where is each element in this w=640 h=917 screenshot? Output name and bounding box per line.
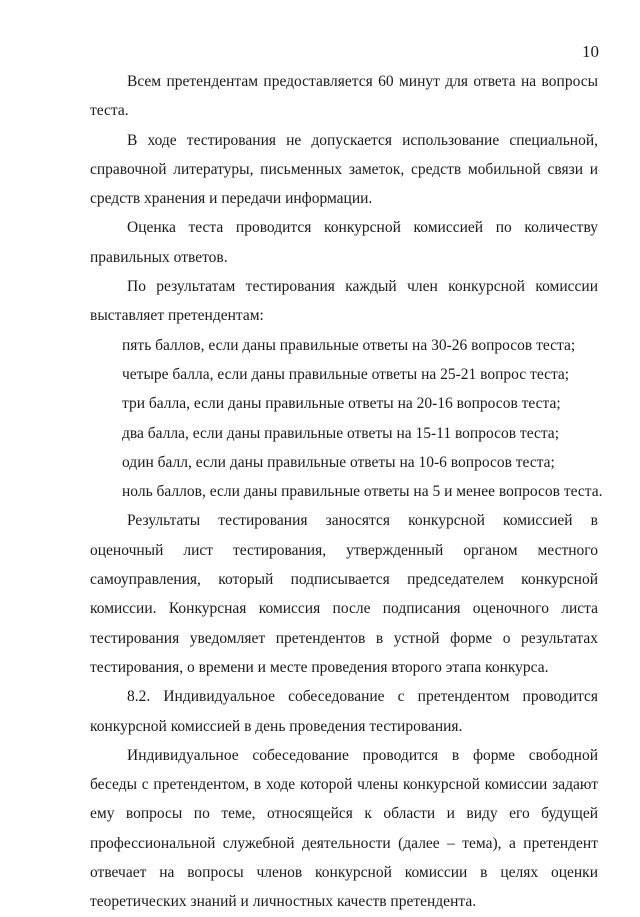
paragraph-scoring-intro: По результатам тестирования каждый член конкурсной комиссии выставляет претендентам: [90,278,598,325]
document-body [90,67,603,917]
score-list-item: ноль баллов, если даны правильные ответы на 5 и менее вопросов теста. [122,483,603,501]
paragraph-test-time: Всем претендентам предоставляется 60 минут для ответа на вопросы теста. [90,73,598,120]
paragraph-test-evaluation: Оценка теста проводится конкурсной комиссией по количеству правильных ответов. [90,219,598,266]
paragraph-test-restrictions: В ходе тестирования не допускается использование специальной, справочной литературы, письменных заметок, средств мобильной связи и средств хранения и передачи информации. [90,131,598,208]
paragraph-interview-format: Индивидуальное собеседование проводится в форме свободной беседы с претендентом, в ходе которой члены конкурсной комиссии задают ему вопросы по теме, относящейся к области и виду его будущей профессиональной служебной деятельности (далее – тема), а претендент отвечает на вопросы членов конкурсной комиссии в целях оценки теоретических знаний и личностных качеств претендента. [90,746,598,911]
paragraph-interview-section: 8.2. Индивидуальное собеседование с претендентом проводится конкурсной комиссией в день проведения тестирования. [90,688,598,735]
score-list [90,331,603,507]
score-list-item: три балла, если даны правильные ответы на 20-16 вопросов теста; [122,395,561,413]
page-number: 10 [582,42,599,61]
score-list-item: пять баллов, если даны правильные ответы на 30-26 вопросов теста; [122,336,576,354]
score-list-item: один балл, если даны правильные ответы на 10-6 вопросов теста; [122,453,555,471]
score-list-item: два балла, если даны правильные ответы на 15-11 вопросов теста; [122,424,559,442]
score-list-item: четыре балла, если даны правильные ответы на 25-21 вопрос теста; [122,365,570,383]
paragraph-test-results: Результаты тестирования заносятся конкурсной комиссией в оценочный лист тестирования, утвержденный органом местного самоуправления, который подписывается председателем конкурсной комиссии. Конкурсная комиссия после подписания оценочного листа тестирования уведомляет претендентов в устной форме о результатах тестирования, о времени и месте проведения второго этапа конкурса. [90,512,598,676]
